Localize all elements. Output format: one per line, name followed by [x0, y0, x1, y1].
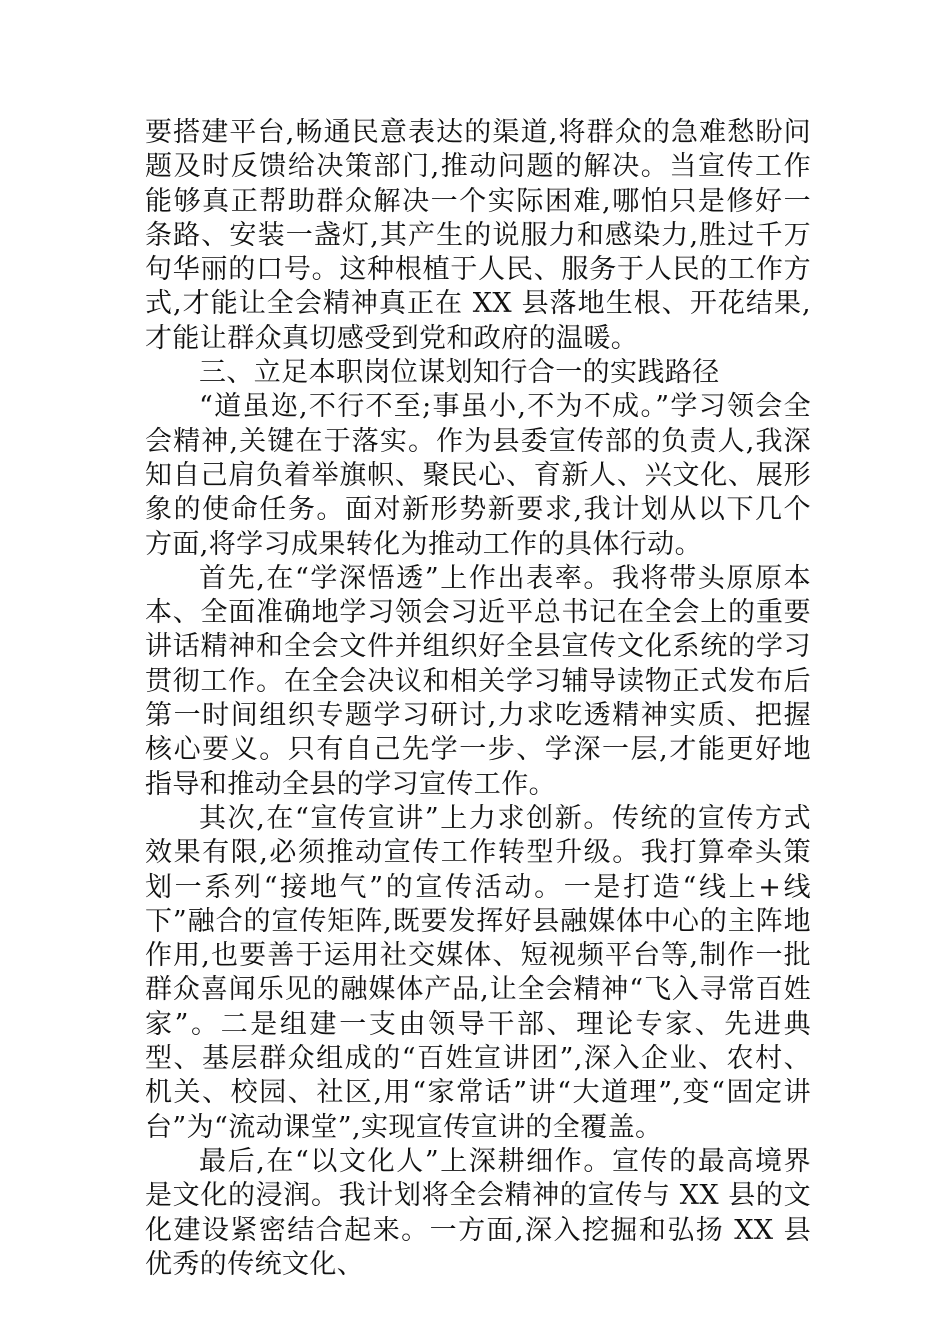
paragraph-last: 最后,在“以文化人”上深耕细作。宣传的最高境界是文化的浸润。我计划将全会精神的宣传与 XX 县的文化建设紧密结合起来。一方面,深入挖掘和弘扬 XX 县优秀的传统文化、	[145, 1145, 811, 1280]
document-body	[145, 116, 811, 1282]
paragraph-continuation: 要搭建平台,畅通民意表达的渠道,将群众的急难愁盼问题及时反馈给决策部门,推动问题的解决。当宣传工作能够真正帮助群众解决一个实际困难,哪怕只是修好一条路、安装一盏灯,其产生的说服力和感染力,胜过千万句华丽的口号。这种根植于人民、服务于人民的工作方式,才能让全会精神真正在 XX 县落地生根、开花结果,才能让群众真切感受到党和政府的温暖。	[145, 117, 811, 354]
section-heading: 三、立足本职岗位谋划知行合一的实践路径	[199, 357, 720, 389]
paragraph-second: 其次,在“宣传宣讲”上力求创新。传统的宣传方式效果有限,必须推动宣传工作转型升级。我打算牵头策划一系列“接地气”的宣传活动。一是打造“线上+线下”融合的宣传矩阵,既要发挥好县融媒体中心的主阵地作用,也要善于运用社交媒体、短视频平台等,制作一批群众喜闻乐见的融媒体产品,让全会精神“飞入寻常百姓家”。二是组建一支由领导干部、理论专家、先进典型、基层群众组成的“百姓宣讲团”,深入企业、农村、机关、校园、社区,用“家常话”讲“大道理”,变“固定讲台”为“流动课堂”,实现宣传宣讲的全覆盖。	[145, 802, 811, 1143]
paragraph-first: 首先,在“学深悟透”上作出表率。我将带头原原本本、全面准确地学习领会习近平总书记在全会上的重要讲话精神和全会文件并组织好全县宣传文化系统的学习贯彻工作。在全会决议和相关学习辅导读物正式发布后第一时间组织专题学习研讨,力求吃透精神实质、把握核心要义。只有自己先学一步、学深一层,才能更好地指导和推动全县的学习宣传工作。	[145, 562, 811, 800]
paragraph-quote: “道虽迩,不行不至;事虽小,不为不成。”学习领会全会精神,关键在于落实。作为县委宣传部的负责人,我深知自己肩负着举旗帜、聚民心、育新人、兴文化、展形象的使命任务。面对新形势新要求,我计划从以下几个方面,将学习成果转化为推动工作的具体行动。	[145, 391, 811, 560]
